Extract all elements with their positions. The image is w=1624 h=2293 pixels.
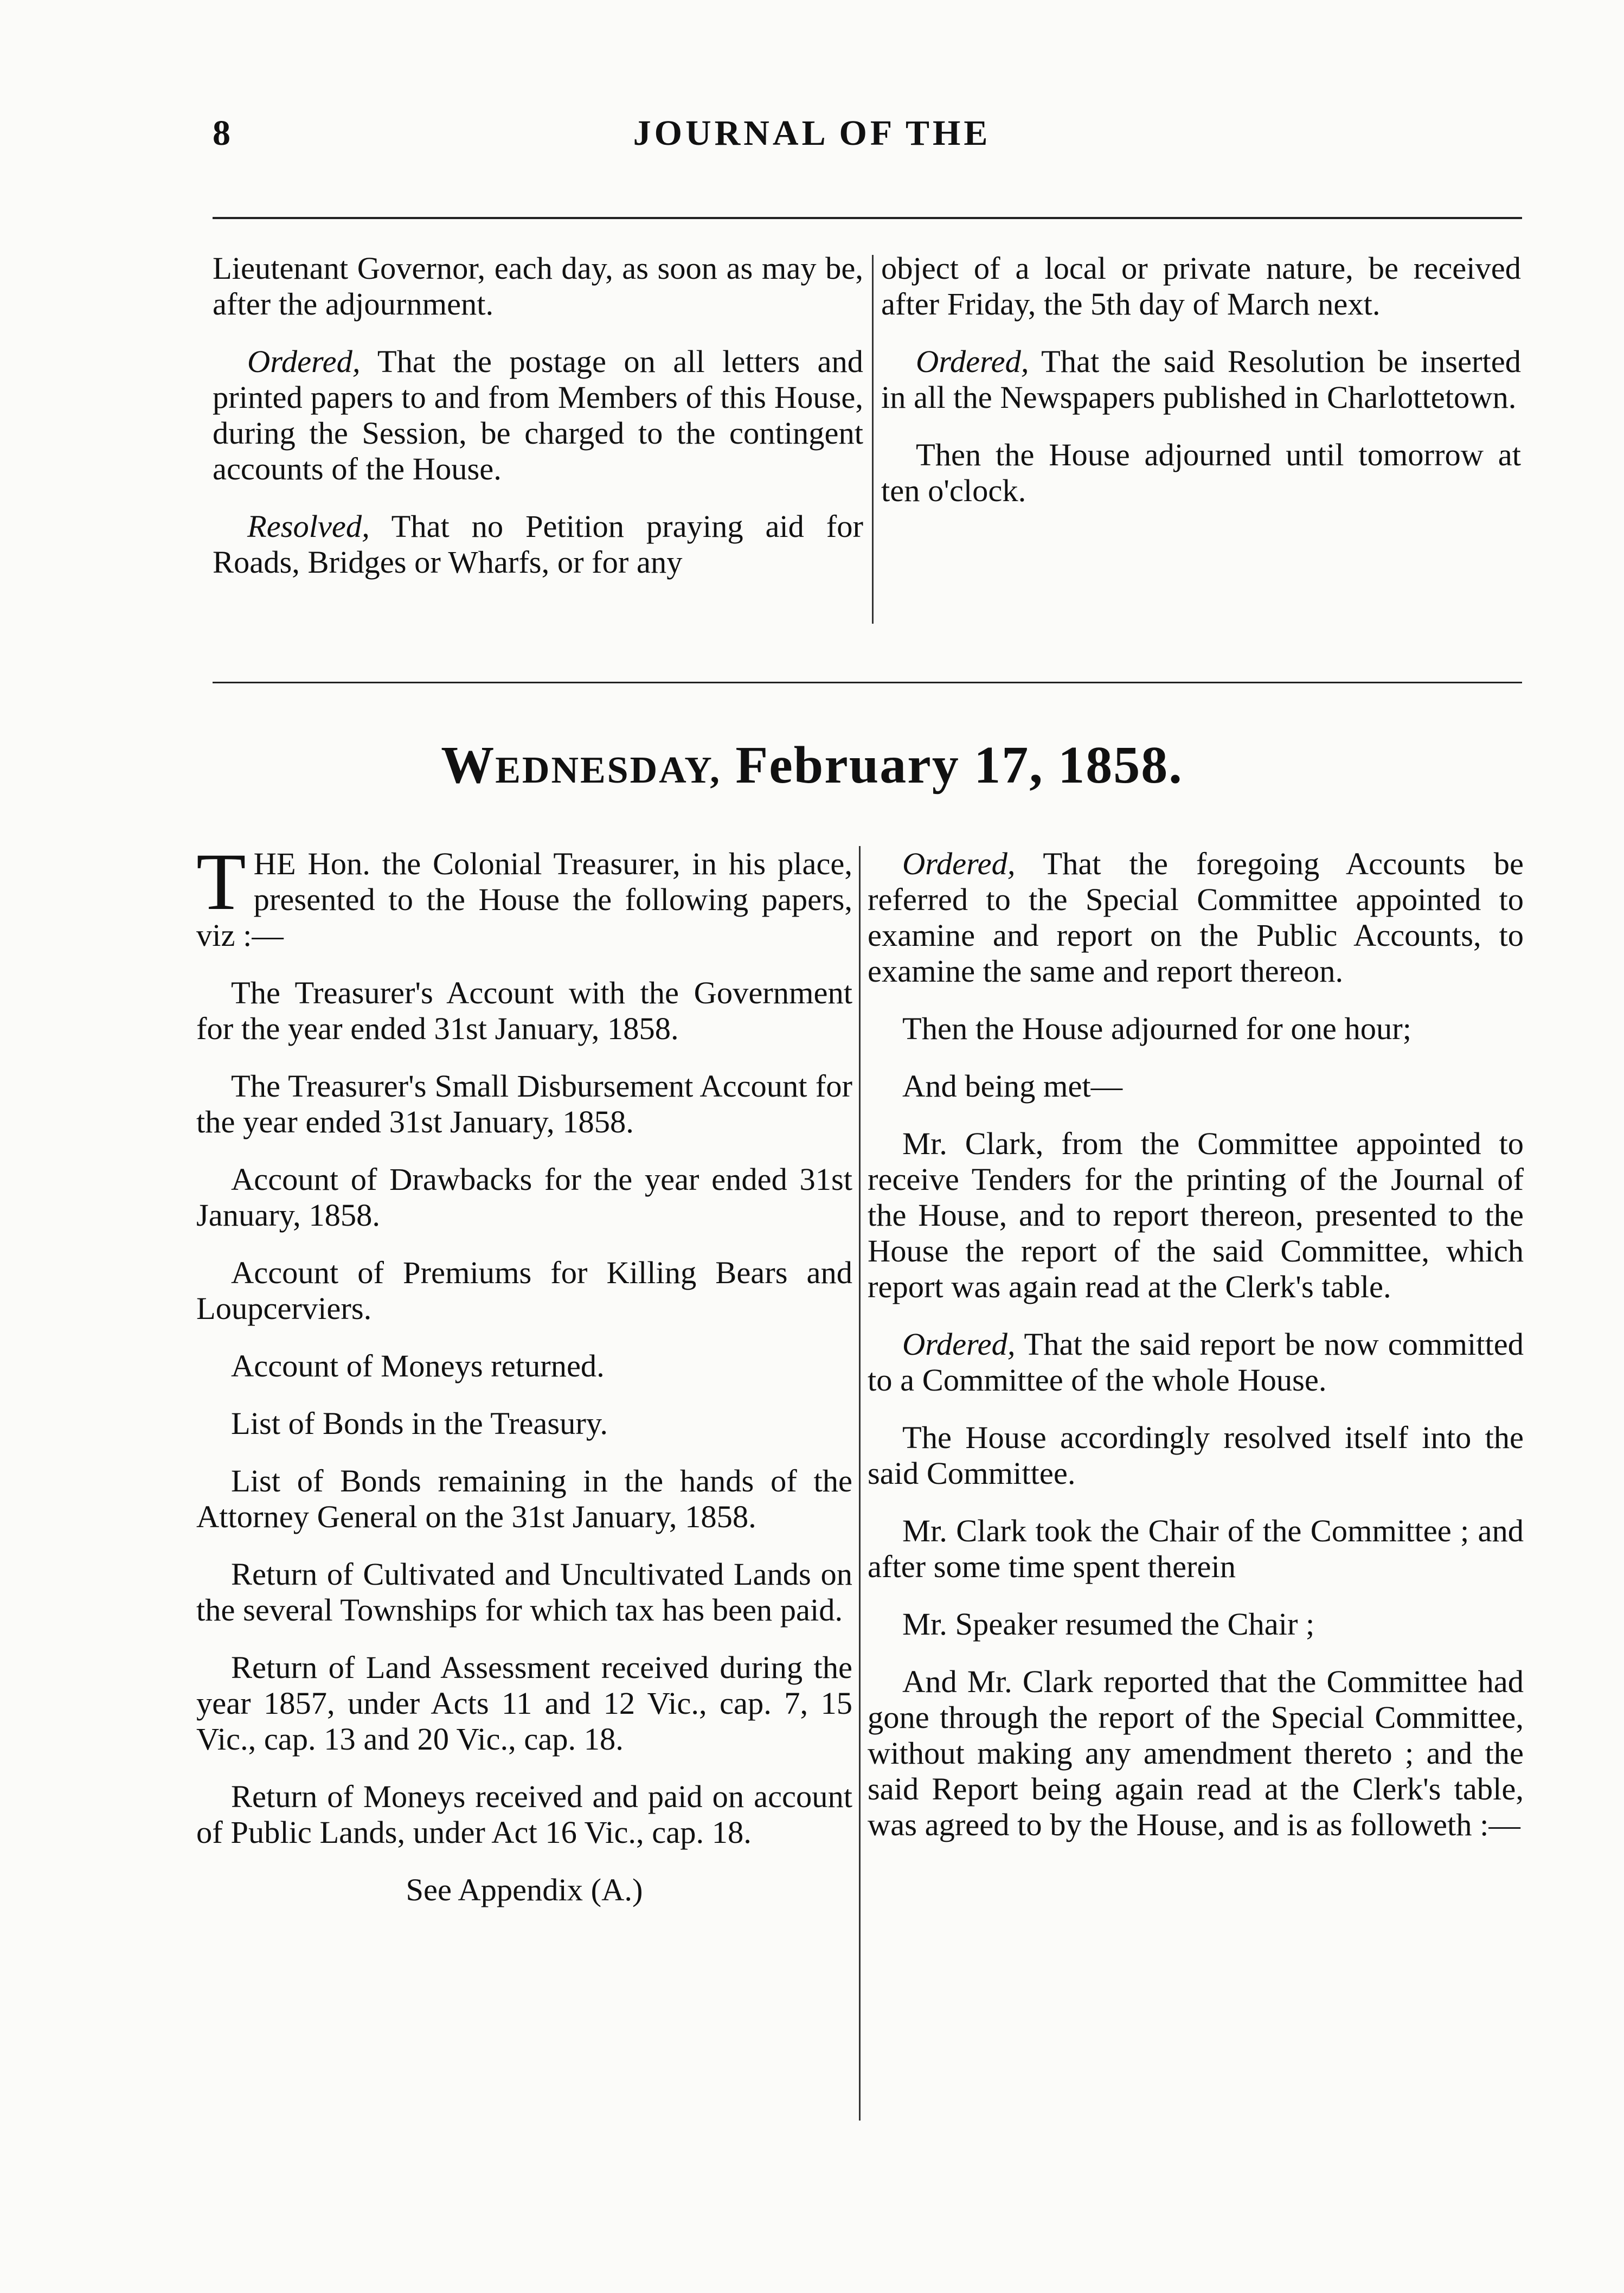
paragraph: Ordered, That the said Resolution be inserted in all the Newspapers published in Charlottetown. <box>881 344 1521 415</box>
column-divider-1 <box>872 255 874 624</box>
list-item: Return of Land Assessment received during the year 1857, under Acts 11 and 12 Vic., cap. 7, 15 Vic., cap. 13 and 20 Vic., cap. 18. <box>196 1650 852 1757</box>
list-item: The Treasurer's Small Disbursement Account for the year ended 31st January, 1858. <box>196 1068 852 1139</box>
top-rule <box>213 217 1522 219</box>
list-item: The Treasurer's Account with the Government for the year ended 31st January, 1858. <box>196 975 852 1046</box>
middle-rule <box>213 682 1522 683</box>
list-item: Return of Cultivated and Uncultivated Lands on the several Townships for which tax has been paid. <box>196 1557 852 1628</box>
paragraph: Mr. Clark took the Chair of the Committee ; and after some time spent therein <box>868 1513 1524 1584</box>
appendix-reference: See Appendix (A.) <box>406 1872 643 1907</box>
paragraph: Ordered, That the said report be now committed to a Committee of the whole House. <box>868 1327 1524 1398</box>
drop-cap: T <box>196 837 246 927</box>
paragraph: object of a local or private nature, be received after Friday, the 5th day of March next. <box>881 251 1521 322</box>
paragraph: Resolved, That no Petition praying aid for Roads, Bridges or Wharfs, or for any <box>213 509 863 580</box>
paragraph: The House accordingly resolved itself into the said Committee. <box>868 1420 1524 1491</box>
running-head: JOURNAL OF THE <box>633 113 991 153</box>
list-item: Account of Drawbacks for the year ended 31st January, 1858. <box>196 1162 852 1233</box>
paragraph: Then the House adjourned until tomorrow at ten o'clock. <box>881 437 1521 508</box>
list-item: Account of Moneys returned. <box>231 1348 605 1384</box>
section1-right-column <box>881 251 1521 530</box>
date-heading: WEDNESDAY, February 17, 1858. <box>441 736 1183 795</box>
list-item: List of Bonds remaining in the hands of the Attorney General on the 31st January, 1858. <box>196 1463 852 1534</box>
page-number: 8 <box>213 113 230 153</box>
list-item: Account of Premiums for Killing Bears and Loupcerviers. <box>196 1255 852 1326</box>
paragraph: Mr. Clark, from the Committee appointed to receive Tenders for the printing of the Journal of the House, and to report thereon, presented to the House the report of the said Committee, which report was again read at the Clerk's table. <box>868 1126 1524 1304</box>
paragraph: Ordered, That the foregoing Accounts be referred to the Special Committee appointed to examine and report on the Public Accounts, to examine the same and report thereon. <box>868 846 1524 989</box>
paragraph: Mr. Speaker resumed the Chair ; <box>902 1606 1315 1642</box>
paragraph: And being met— <box>902 1068 1123 1104</box>
section1-left-column <box>213 251 863 602</box>
section2-left-column <box>196 837 852 1930</box>
paragraph: Then the House adjourned for one hour; <box>902 1011 1411 1046</box>
column-divider-2 <box>859 846 861 2121</box>
page-header <box>0 113 1624 167</box>
paragraph: Ordered, That the postage on all letters and printed papers to and from Members of this House, during the Session, be charged to the contingent accounts of the House. <box>213 344 863 486</box>
list-item: List of Bonds in the Treasury. <box>231 1406 608 1441</box>
list-item: Return of Moneys received and paid on account of Public Lands, under Act 16 Vic., cap. 18. <box>196 1779 852 1850</box>
paragraph: Lieutenant Governor, each day, as soon as may be, after the adjournment. <box>213 251 863 322</box>
section2-right-column <box>868 846 1524 1865</box>
opening-paragraph: THE Hon. the Colonial Treasurer, in his place, presented to the House the following papers, viz :— <box>196 837 852 953</box>
paragraph: And Mr. Clark reported that the Committee had gone through the report of the Special Committee, without making any amendment thereto ; and the said Report being again read at the Clerk's table, was agreed to by the House, and is as followeth :— <box>868 1664 1524 1842</box>
